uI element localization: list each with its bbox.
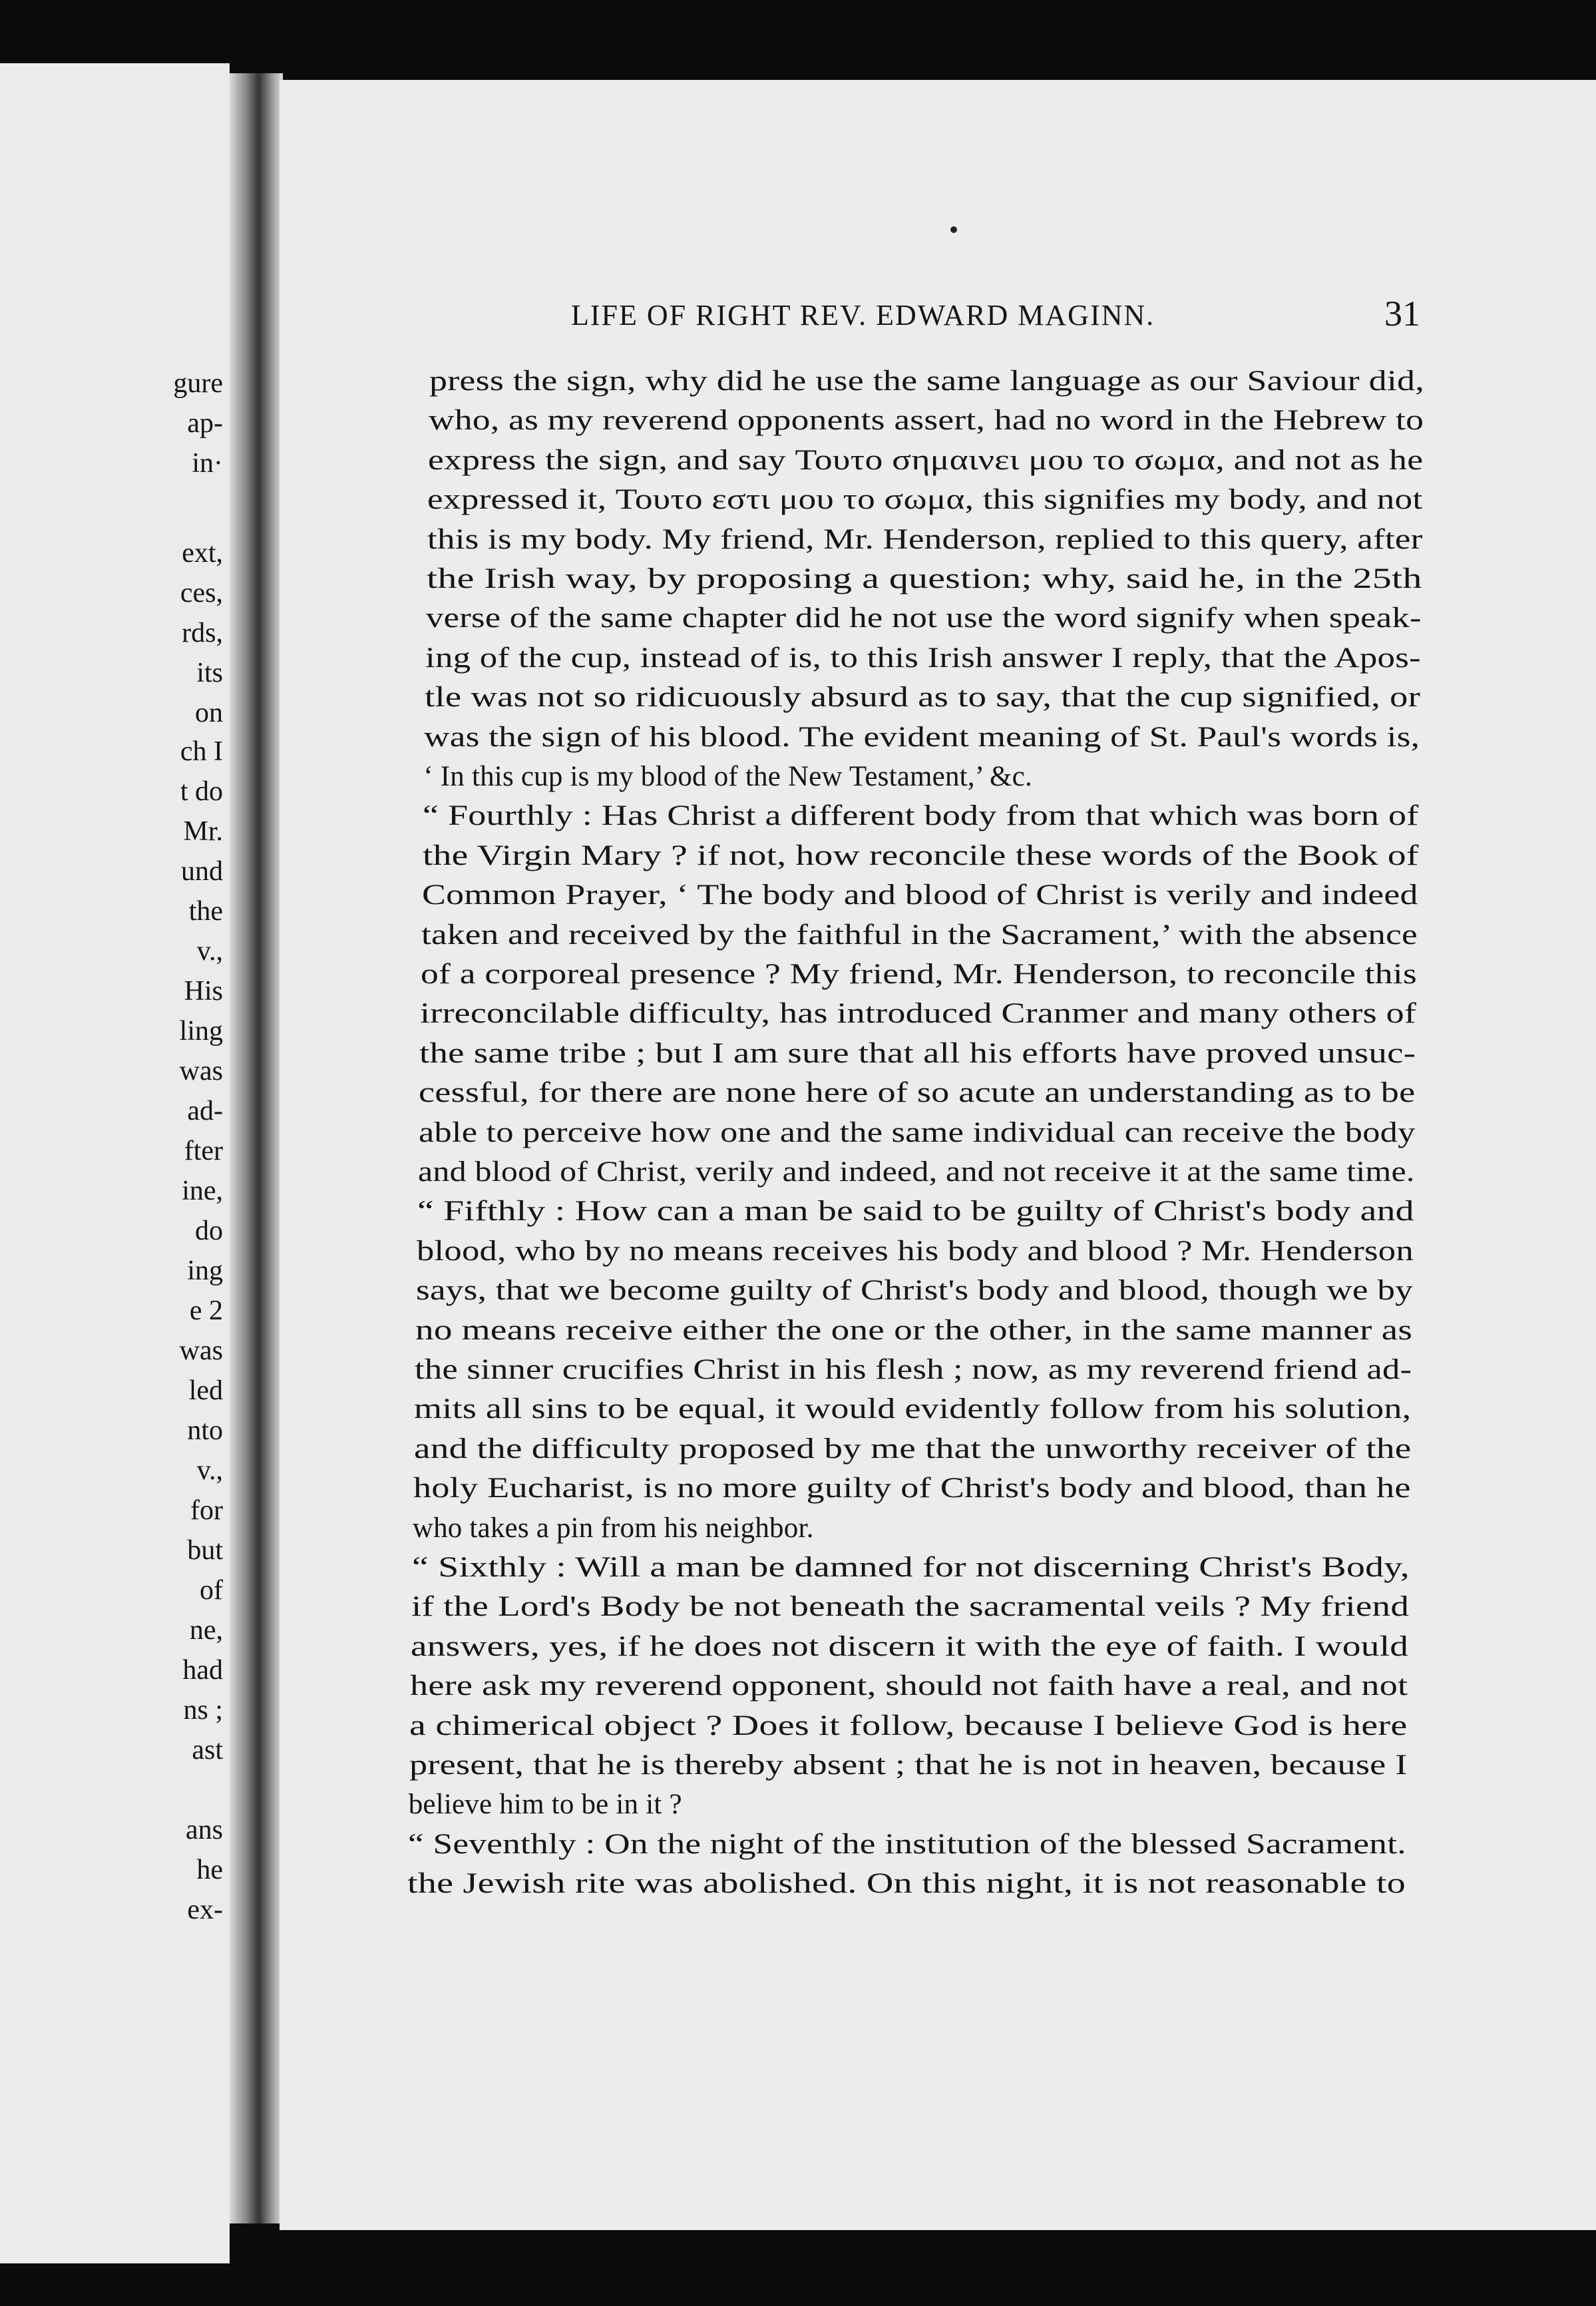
left-page-fragment: e 2 [189, 1295, 223, 1326]
left-page-fragment: rds, [182, 618, 223, 648]
body-line: this is my body. My friend, Mr. Henderson, replied to this query, after [427, 523, 1423, 555]
body-line: able to perceive how one and the same individual can receive the body [418, 1116, 1415, 1148]
body-line: here ask my reverend opponent, should not faith have a real, and not [410, 1670, 1408, 1702]
left-page-fragment: he [196, 1855, 223, 1885]
left-page-fragment: ap- [187, 408, 223, 439]
body-line: the Virgin Mary ? if not, how reconcile these words of the Book of [422, 839, 1419, 871]
left-page-fragment: v., [196, 936, 223, 967]
left-page-fragment: on [195, 698, 223, 728]
left-page-fragment: in· [192, 448, 223, 479]
body-line: “ Seventhly : On the night of the institution of the blessed Sacrament. [407, 1828, 1406, 1860]
body-line: irreconcilable difficulty, has introduced Cranmer and many others of [420, 998, 1417, 1030]
body-line: believe him to be in it ? [408, 1789, 682, 1821]
left-page-fragment: v., [196, 1455, 223, 1486]
left-page-fragment: ext, [182, 538, 223, 569]
body-line: express the sign, and say Τουτο σημαινει μου το σωμα, and not as he [428, 444, 1424, 476]
body-line: the Irish way, by proposing a question; why, said he, in the 25th [426, 563, 1422, 594]
left-page-fragment: was [179, 1056, 223, 1086]
left-page-fragment: but [187, 1535, 223, 1566]
left-page-fragment: led [188, 1375, 223, 1406]
body-line: tle was not so ridicuously absurd as to say, that the cup signified, or [425, 682, 1421, 714]
body-line: the same tribe ; but I am sure that all his efforts have proved unsuc- [419, 1037, 1416, 1069]
left-page-fragment: ex- [187, 1895, 223, 1925]
print-speck [950, 226, 957, 233]
body-line: the sinner crucifies Christ in his flesh ; now, as my reverend friend ad- [415, 1354, 1412, 1385]
body-line: mits all sins to be equal, it would evidently follow from his solution, [414, 1393, 1412, 1425]
left-page-fragment: fter [184, 1136, 223, 1166]
left-page-fragment: t do [180, 776, 223, 807]
body-line: “ Fourthly : Has Christ a different body from that which was born of [423, 800, 1419, 832]
body-line: the Jewish rite was abolished. On this night, it is not reasonable to [407, 1868, 1406, 1900]
left-page-fragment: ch I [180, 736, 223, 767]
body-line: ing of the cup, instead of is, to this Irish answer I reply, that the Apos- [425, 642, 1421, 674]
left-page-fragment: ne, [189, 1615, 223, 1646]
left-page-fragment: His [184, 976, 223, 1007]
book-gutter [230, 73, 283, 2223]
right-page [280, 80, 1596, 2230]
body-line: who, as my reverend opponents assert, had no word in the Hebrew to [429, 405, 1424, 437]
left-page-fragment: Mr. [183, 816, 223, 847]
body-line: verse of the same chapter did he not use the word signify when speak- [425, 602, 1422, 634]
left-page-fragment: und [181, 856, 223, 887]
left-page-fragment: its [196, 658, 223, 688]
body-line: Common Prayer, ‘ The body and blood of Christ is verily and indeed [421, 879, 1418, 911]
body-line: answers, yes, if he does not discern it with the eye of faith. I would [411, 1630, 1409, 1662]
left-page-fragment: had [182, 1655, 223, 1686]
running-title: LIFE OF RIGHT REV. EDWARD MAGINN. [571, 299, 1155, 332]
left-page-fragment: ces, [180, 578, 223, 608]
left-page-fragment: for [190, 1495, 223, 1526]
body-line: no means receive either the one or the other, in the same manner as [415, 1314, 1413, 1346]
body-line: and blood of Christ, verily and indeed, and not receive it at the same time. [417, 1156, 1415, 1188]
left-page-fragment: nto [187, 1415, 223, 1446]
body-line: present, that he is thereby absent ; that he is not in heaven, because I [409, 1749, 1408, 1781]
body-line: press the sign, why did he use the same language as our Saviour did, [429, 365, 1424, 397]
left-page-fragment: of [200, 1575, 223, 1606]
body-line: blood, who by no means receives his body and blood ? Mr. Henderson [416, 1235, 1414, 1267]
body-line: “ Fifthly : How can a man be said to be guilty of Christ's body and [417, 1196, 1414, 1228]
body-line: of a corporeal presence ? My friend, Mr. Henderson, to reconcile this [420, 959, 1417, 990]
left-page-fragment: ast [192, 1735, 223, 1765]
left-page-fragment: the [188, 896, 223, 927]
body-line: who takes a pin from his neighbor. [412, 1512, 814, 1544]
body-line: expressed it, Τουτο εστι μου το σωμα, this signifies my body, and not [427, 484, 1423, 516]
left-page-fragment: was [179, 1335, 223, 1366]
body-line: cessful, for there are none here of so acute an understanding as to be [419, 1077, 1416, 1109]
body-line: says, that we become guilty of Christ's body and blood, though we by [416, 1275, 1414, 1307]
left-page-fragment: ine, [182, 1176, 223, 1206]
left-page-fragment: ling [179, 1016, 223, 1046]
left-page-fragment: ad- [187, 1096, 223, 1126]
body-line: holy Eucharist, is no more guilty of Christ's body and blood, than he [413, 1473, 1411, 1504]
body-line: was the sign of his blood. The evident meaning of St. Paul's words is, [424, 721, 1420, 753]
left-page-fragment: ing [187, 1256, 223, 1286]
body-line: taken and received by the faithful in the Sacrament,’ with the absence [421, 919, 1418, 951]
left-page [0, 63, 230, 2263]
left-page-fragment: ans [186, 1815, 223, 1845]
left-page-fragment: gure [173, 368, 223, 399]
left-page-fragment: ns ; [183, 1695, 223, 1726]
left-page-fragment: do [195, 1216, 223, 1246]
body-line: “ Sixthly : Will a man be damned for not discerning Christ's Body, [411, 1552, 1410, 1583]
page-number: 31 [1384, 294, 1420, 334]
body-line: ‘ In this cup is my blood of the New Testament,’ &c. [423, 761, 1032, 792]
body-line: a chimerical object ? Does it follow, because I believe God is here [409, 1710, 1408, 1741]
body-line: and the difficulty proposed by me that the unworthy receiver of the [413, 1433, 1412, 1465]
body-line: if the Lord's Body be not beneath the sacramental veils ? My friend [411, 1591, 1410, 1623]
